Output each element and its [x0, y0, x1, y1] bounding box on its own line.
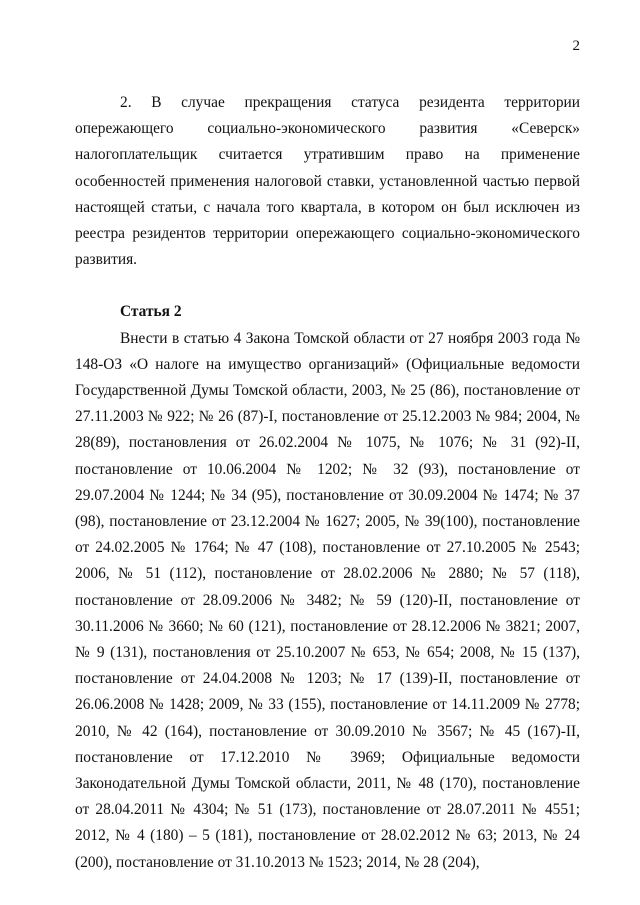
paragraph-law-amendment: Внести в статью 4 Закона Томской области от 27 ноября 2003 года № 148-ОЗ «О налоге на имущество организаций» (Официальные ведомости Государственной Думы Томской области, 2003, № 25 (86), постановление от 27.11.2003 № 922; № 26 (87)-I, постановление от 25.12.2003 № 984; 2004, № 28(89), постановления от 26.02.2004 № 1075, № 1076; № 31 (92)-II, постановление от 10.06.2004 № 1202; № 32 (93), постановление от 29.07.2004 № 1244; № 34 (95), постановление от 30.09.2004 № 1474; № 37 (98), постановление от 23.12.2004 № 1627; 2005, № 39(100), постановление от 24.02.2005 № 1764; № 47 (108), постановление от 27.10.2005 № 2543; 2006, № 51 (112), постановление от 28.02.2006 № 2880; № 57 (118), постановление от 28.09.2006 № 3482; № 59 (120)-II, постановление от 30.11.2006 № 3660; № 60 (121), постановление от 28.12.2006 № 3821; 2007, № 9 (131), постановления от 25.10.2007 № 653, № 654; 2008, № 15 (137), постановление от 24.04.2008 № 1203; № 17 (139)-II, постановление от 26.06.2008 № 1428; 2009, № 33 (155), постановление от 14.11.2009 № 2778; 2010, № 42 (164), постановление от 30.09.2010 № 3567; № 45 (167)-II, постановление от 17.12.2010 № 3969; Официальные ведомости Законодательной Думы Томской области, 2011, № 48 (170), постановление от 28.04.2011 № 4304; № 51 (173), постановление от 28.07.2011 № 4551; 2012, № 4 (180) – 5 (181), постановление от 28.02.2012 № 63; 2013, № 24 (200), постановление от 31.10.2013 № 1523; 2014, № 28 (204),	[75, 329, 580, 871]
paragraph-resident-status: 2. В случае прекращения статуса резидента территории опережающего социально-экономического развития «Северск» налогоплательщик считается утратившим право на применение особенностей применения налоговой ставки, установленной частью первой настоящей статьи, с начала того квартала, в котором он был исключен из реестра резидентов территории опережающего социально-экономического развития.	[75, 94, 580, 269]
document-body	[75, 90, 580, 876]
page-number: 2	[572, 38, 580, 54]
article-heading: Статья 2	[120, 303, 182, 321]
